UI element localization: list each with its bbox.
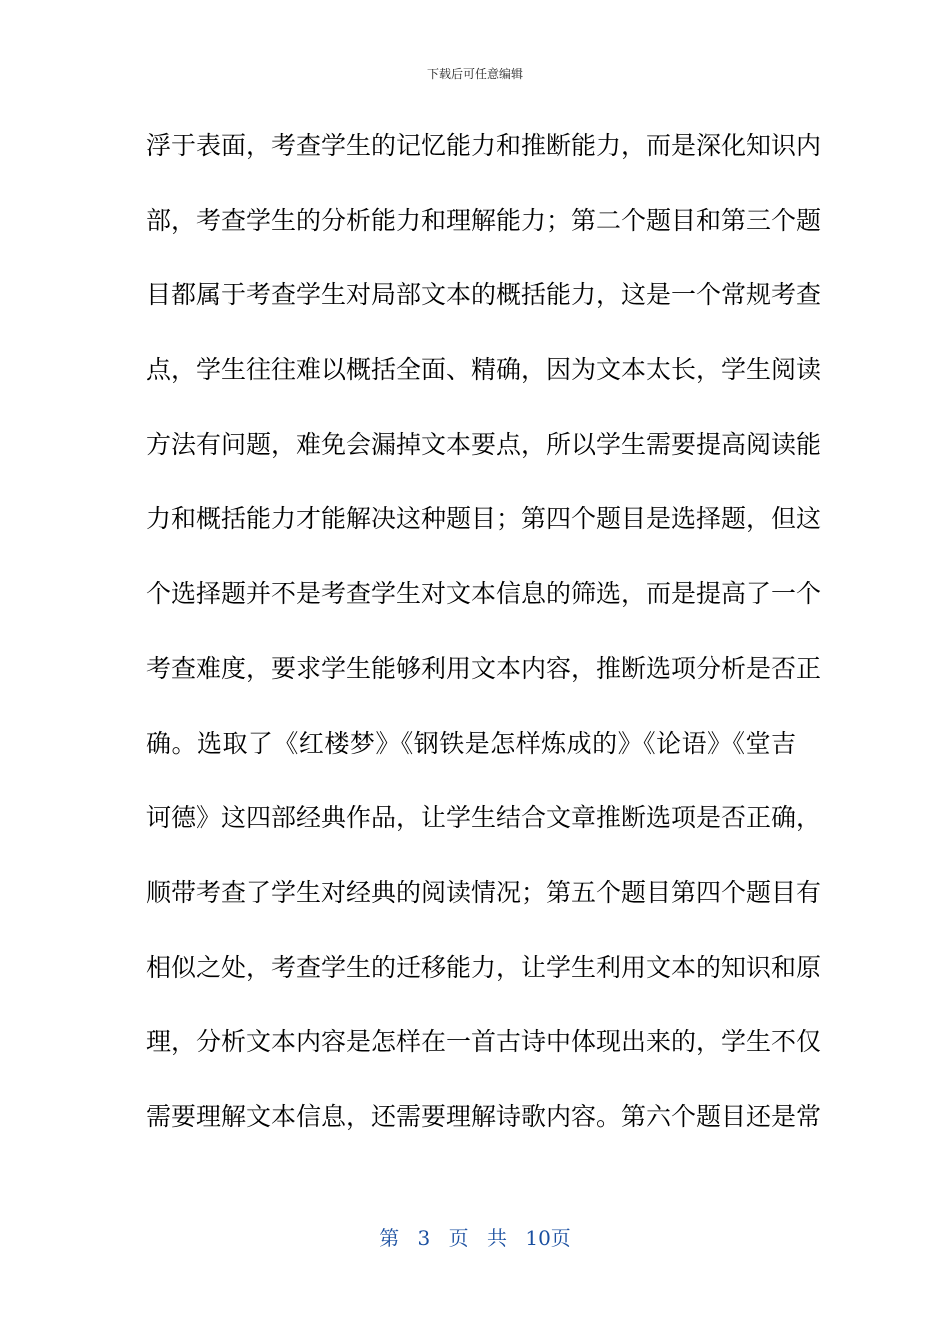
body-text (146, 128, 822, 1174)
text-line: 诃德》这四部经典作品，让学生结合文章推断选项是否正确， (146, 803, 822, 833)
text-line: 部，考查学生的分析能力和理解能力；第二个题目和第三个题 (146, 205, 822, 235)
footer-label-di: 第 (379, 1226, 400, 1250)
text-line: 需要理解文本信息，还需要理解诗歌内容。第六个题目还是常 (146, 1101, 822, 1131)
text-line: 确。选取了《红楼梦》《钢铁是怎样炼成的》《论语》《堂吉 (146, 728, 796, 758)
text-line: 相似之处，考查学生的迁移能力，让学生利用文本的知识和原 (146, 952, 822, 982)
text-line: 理，分析文本内容是怎样在一首古诗中体现出来的，学生不仅 (146, 1027, 822, 1057)
text-line: 方法有问题，难免会漏掉文本要点，所以学生需要提高阅读能 (146, 429, 822, 459)
text-line: 目都属于考查学生对局部文本的概括能力，这是一个常规考查 (146, 280, 822, 310)
page-number: 3 (417, 1226, 431, 1250)
text-line: 力和概括能力才能解决这种题目；第四个题目是选择题，但这 (146, 504, 822, 534)
text-line: 浮于表面，考查学生的记忆能力和推断能力，而是深化知识内 (146, 131, 822, 160)
text-line: 考查难度，要求学生能够利用文本内容，推断选项分析是否正 (146, 653, 822, 683)
text-line: 点，学生往往难以概括全面、精确，因为文本太长，学生阅读 (146, 355, 822, 385)
text-line: 顺带考查了学生对经典的阅读情况；第五个题目第四个题目有 (146, 877, 822, 907)
page-footer (0, 1224, 950, 1252)
total-pages: 10页 (525, 1226, 571, 1250)
footer-label-ye: 页 (448, 1226, 469, 1250)
footer-label-gong: 共 (487, 1226, 507, 1250)
text-line: 个选择题并不是考查学生对文本信息的筛选，而是提高了一个 (146, 579, 822, 609)
page-header: 下载后可任意编辑 (426, 67, 523, 81)
